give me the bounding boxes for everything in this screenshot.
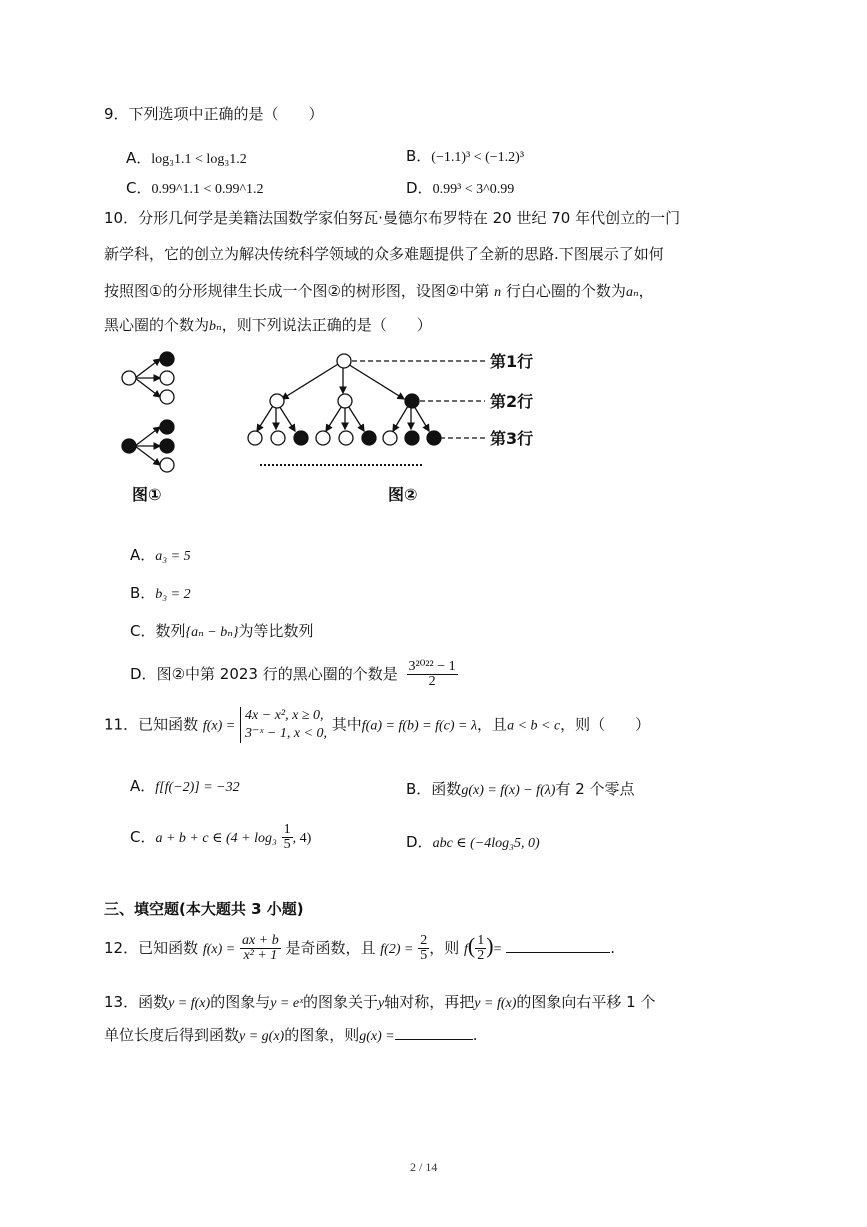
q13-math: y = g(x): [239, 1029, 285, 1044]
numerator: 2: [420, 933, 428, 948]
row1-label: 第1行: [490, 352, 534, 371]
q10-line4: [104, 315, 432, 337]
answer-blank[interactable]: [506, 938, 610, 953]
f2-lhs: f(2) =: [380, 942, 414, 957]
q12-text: 12．已知函数: [104, 939, 199, 957]
q9-option-a: [126, 148, 247, 170]
option-math: f[f(−2)] = −32: [155, 780, 240, 795]
case1: 4x − x², x ≥ 0,: [245, 708, 324, 723]
option-label: A．: [130, 777, 156, 795]
q12-end: .: [610, 939, 616, 957]
answer-blank[interactable]: [395, 1025, 473, 1040]
q13-text: 的图象向右平移 1 个: [516, 993, 656, 1011]
option-math: a₃ = 5: [155, 549, 191, 564]
row3-label: 第3行: [490, 429, 534, 448]
option-label: B．: [406, 780, 432, 798]
q13-line2: [104, 1025, 478, 1047]
q12-stem: 12．已知函数 f(x) = $\frac{ax + b}{\text{x² + 1}}$ 是奇函数，且 f(2) = $\frac{2}{5}$ ，则 f( $\frac{1}{2}$ )= .: [104, 933, 616, 963]
option-math: abc ∈ (−4log₃5, 0): [432, 836, 540, 851]
denominator: x² + 1: [243, 948, 278, 963]
option-text: 为等比数列: [238, 622, 314, 640]
cond1: f(a) = f(b) = f(c) = λ: [361, 718, 478, 734]
q10-option-d: [130, 660, 458, 689]
denominator: 5: [420, 948, 428, 963]
denominator: 5: [283, 837, 291, 852]
q11-text: 11．已知函数: [104, 715, 199, 734]
q9-option-b: [406, 146, 524, 168]
func-lhs: f(x) =: [202, 718, 236, 734]
case2: 3⁻ˣ − 1, x < 0,: [245, 726, 327, 741]
q9-option-d: [406, 178, 514, 200]
q13-math: y = eˣ: [270, 996, 304, 1011]
q13-end: .: [472, 1026, 478, 1044]
q13-text: 单位长度后得到函数: [104, 1026, 240, 1044]
option-math: {aₙ − bₙ}: [185, 625, 239, 640]
q11-option-b: [406, 779, 635, 801]
q10-text: 黑心圈的个数为: [104, 316, 210, 334]
option-math: (−1.1)³ < (−1.2)³: [431, 150, 525, 165]
q13-text: 13．函数: [104, 993, 169, 1011]
fractal-tree-figure: [110, 345, 550, 510]
q12-text: 是奇函数，且: [285, 939, 376, 957]
q11-text: ，则（ ）: [560, 715, 651, 734]
option-text: 函数: [431, 780, 462, 798]
option-math: log₃1.1 < log₃1.2: [151, 152, 247, 167]
q10-option-a: [130, 545, 191, 567]
numerator: 1: [283, 822, 291, 837]
option-math: g(x) = f(x) − f(λ): [461, 783, 556, 798]
option-label: D．: [406, 179, 433, 197]
var-n: n: [494, 285, 502, 300]
option-math: a + b + c ∈ (4 + log₃: [155, 831, 277, 846]
fh-lhs: f: [464, 942, 468, 957]
q13-line1: [104, 992, 655, 1014]
q13-text: 轴对称，再把: [384, 993, 475, 1011]
piecewise-cases: [240, 707, 327, 743]
q9-option-c: [126, 178, 264, 200]
option-label: C．: [126, 179, 152, 197]
q10-text: ，: [638, 282, 654, 300]
option-math: 0.99³ < 3^0.99: [432, 182, 515, 197]
q13-math: y = f(x): [168, 996, 211, 1011]
option-label: B．: [130, 584, 156, 602]
q10-text: 行白心圈的个数为: [505, 282, 626, 300]
var-bn: bₙ: [209, 319, 222, 334]
option-text: 图②中第 2023 行的黑心圈的个数是: [156, 665, 398, 683]
q10-line2: 新学科，它的创立为解决传统科学领域的众多难题提供了全新的思路.下图展示了如何: [104, 245, 664, 263]
option-label: B．: [406, 147, 432, 165]
option-label: C．: [130, 622, 156, 640]
cond2: a < b < c: [507, 718, 561, 734]
q13-math: y: [378, 996, 385, 1011]
q10-line3: [104, 281, 654, 303]
fraction: [407, 660, 458, 689]
q13-math: g(x) =: [359, 1029, 395, 1044]
q11-option-c: [130, 823, 311, 852]
numerator: 3²⁰²² − 1: [408, 659, 456, 674]
page-number: 2 / 14: [410, 1160, 438, 1174]
option-math: , 4): [292, 831, 312, 846]
q11-text: ，且: [477, 715, 508, 734]
q13-text: 的图象，则: [284, 1026, 360, 1044]
fraction: [282, 823, 293, 852]
option-math: b₃ = 2: [155, 587, 191, 602]
denominator: 2: [428, 674, 436, 689]
option-label: D．: [406, 833, 433, 851]
q10-option-c: [130, 621, 314, 643]
option-label: D．: [130, 665, 157, 683]
option-math: 0.99^1.1 < 0.99^1.2: [151, 182, 264, 197]
q13-text: 的图象关于: [303, 993, 379, 1011]
q10-text: 按照图①的分形规律生长成一个图②的树形图，设图②中第: [104, 282, 490, 300]
denominator: 2: [477, 948, 485, 963]
option-text: 有 2 个零点: [555, 780, 635, 798]
fraction: [475, 934, 486, 963]
q10-line1: 10．分形几何学是美籍法国数学家伯努瓦·曼德尔布罗特在 20 世纪 70 年代创立的一门: [104, 209, 681, 227]
option-text: 数列: [155, 622, 186, 640]
option-label: A．: [130, 546, 156, 564]
q11-text: 其中: [331, 715, 362, 734]
q10-option-b: [130, 583, 191, 605]
fraction: [418, 934, 429, 963]
q13-math: y = f(x): [474, 996, 517, 1011]
figure1-label: 图①: [132, 485, 162, 504]
q11-option-a: [130, 776, 240, 798]
option-label: C．: [130, 828, 156, 846]
option-label: A．: [126, 149, 152, 167]
q13-text: 的图象与: [210, 993, 271, 1011]
var-an: aₙ: [625, 285, 639, 300]
q10-text: ，则下列说法正确的是（ ）: [221, 316, 432, 334]
q11-option-d: [406, 832, 540, 854]
q9-stem: 9．下列选项中正确的是（ ）: [104, 105, 324, 123]
q12-text: ，则: [429, 939, 460, 957]
numerator: 1: [477, 933, 485, 948]
row2-label: 第2行: [490, 392, 534, 411]
numerator: ax + b: [242, 933, 279, 948]
fraction: [240, 934, 281, 963]
section-title: 三、填空题(本大题共 3 小题): [104, 900, 304, 918]
q11-stem: [104, 707, 650, 743]
f-lhs: f(x) =: [202, 942, 236, 957]
figure2-label: 图②: [388, 485, 418, 504]
equals: =: [493, 942, 502, 957]
